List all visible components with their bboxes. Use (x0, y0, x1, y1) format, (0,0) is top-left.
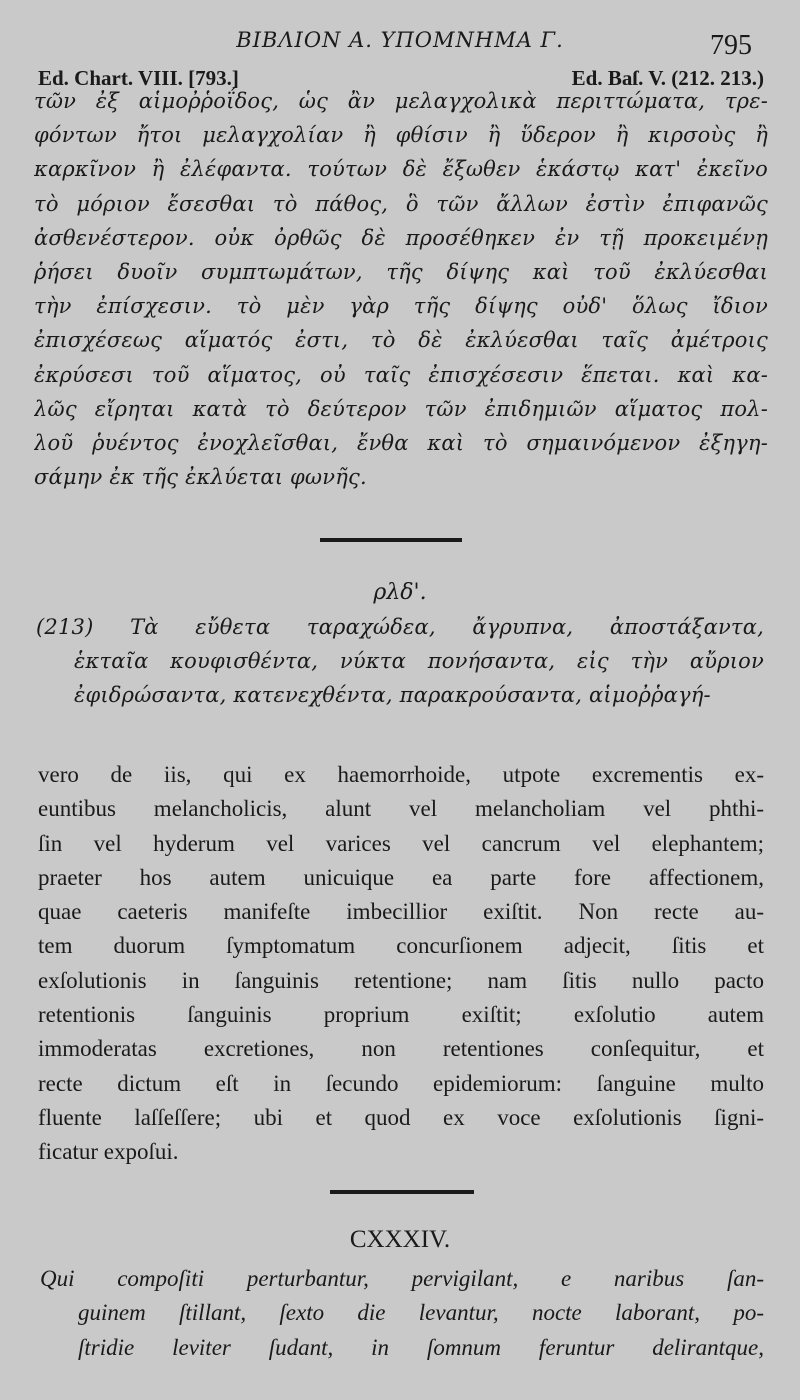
greek-line: ἐφιδρώσαντα, κατενεχθέντα, παρακρούσαντα, αἱμοῤῥαγή- (74, 683, 711, 708)
greek-line: καρκῖνον ἢ ἐλέφαντα. τούτων δὲ ἔξωθεν ἑκάστῳ κατ' ἐκεῖνο (34, 157, 768, 182)
page-number: 795 (710, 30, 752, 61)
section-divider (320, 538, 462, 542)
latin-line: praeter hos autem unicuique ea parte fore affectionem, (38, 864, 764, 890)
latin-line: Qui compoſiti perturbantur, pervigilant, e naribus ſan- (40, 1266, 764, 1291)
section-divider (330, 1190, 474, 1194)
edition-basel-reference: Ed. Baſ. V. (212. 213.) (571, 66, 764, 90)
greek-line: ἀσθενέστερον. οὐκ ὀρθῶς δὲ προσέθηκεν ἐν τῇ προκειμένῃ (34, 225, 768, 250)
greek-line: τὸ μόριον ἔσεσθαι τὸ πάθος, ὃ τῶν ἄλλων ἐστὶν ἐπιφανῶς (34, 191, 768, 216)
greek-line: φόντων ἤτοι μελαγχολίαν ἢ φθίσιν ἢ ὕδερον ἢ κιρσοὺς ἢ (34, 123, 768, 148)
latin-paragraph-1 (38, 758, 764, 1170)
greek-line: (213) Τὰ εὔθετα ταραχώδεα, ἄγρυπνα, ἀποστάξαντα, (36, 615, 764, 639)
latin-line: guinem ſtillant, ſexto die levantur, nocte laborant, po- (78, 1300, 764, 1326)
latin-line: ſin vel hyderum vel varices vel cancrum vel elephantem; (38, 830, 764, 856)
edition-chart-reference: Ed. Chart. VIII. [793.] (38, 66, 239, 90)
latin-line: immoderatas excretiones, non retentiones conſequitur, et (38, 1036, 764, 1062)
latin-line: retentionis ſanguinis proprium exiſtit; exſolutio autem (38, 1002, 764, 1028)
latin-line: euntibus melancholicis, alunt vel melancholiam vel phthi- (38, 796, 764, 822)
latin-line: exſolutionis in ſanguinis retentione; nam ſitis nullo pacto (38, 967, 764, 993)
greek-paragraph-2 (36, 610, 764, 713)
greek-line: σάμην ἐκ τῆς ἐκλύεται φωνῆς. (34, 465, 367, 490)
latin-paragraph-2 (40, 1262, 764, 1365)
greek-line: λῶς εἴρηται κατὰ τὸ δεύτερον τῶν ἐπιδημιῶν αἵματος πολ- (34, 396, 768, 421)
greek-line: ῥήσει δυοῖν συμπτωμάτων, τῆς δίψης καὶ τοῦ ἐκλύεσθαι (34, 259, 768, 284)
latin-line: ficatur expoſui. (38, 1139, 179, 1165)
latin-line: recte dictum eſt in ſecundo epidemiorum: ſanguine multo (38, 1070, 764, 1096)
greek-line: τὴν ἐπίσχεσιν. τὸ μὲν γὰρ τῆς δίψης οὐδ' ὅλως ἴδιον (34, 294, 768, 319)
latin-line: vero de iis, qui ex haemorrhoide, utpote excrementis ex- (38, 762, 764, 787)
latin-line: tem duorum ſymptomatum concurſionem adjecit, ſitis et (38, 933, 764, 959)
greek-line: ἐπισχέσεως αἵματός ἐστι, τὸ δὲ ἐκλύεσθαι ταῖς ἀμέτροις (34, 328, 768, 353)
greek-line: τῶν ἐξ αἱμοῤῥοΐδος, ὡς ἂν μελαγχολικὰ περιττώματα, τρε- (34, 89, 768, 113)
greek-section-number: ρλδ'. (373, 580, 427, 605)
latin-line: quae caeteris manifeſte imbecillior exiſtit. Non recte au- (38, 899, 764, 925)
latin-line: ſtridie leviter ſudant, in ſomnum feruntur delirantque, (78, 1334, 764, 1360)
latin-section-number: CXXXIV. (349, 1226, 451, 1253)
latin-line: fluente laſſeſſere; ubi et quod ex voce exſolutionis ſigni- (38, 1104, 764, 1130)
greek-paragraph-1 (34, 84, 768, 494)
running-title: ΒΙΒΛΙΟΝ Α. ΥΠΟΜΝΗΜΑ Γ. (236, 28, 564, 52)
greek-line: ἑκταῖα κουφισθέντα, νύκτα πονήσαντα, εἰς τὴν αὔριον (74, 649, 764, 674)
greek-line: λοῦ ῥυέντος ἐνοχλεῖσθαι, ἔνθα καὶ τὸ σημαινόμενον ἐξηγη- (34, 430, 768, 455)
greek-line: ἐκρύσεσι τοῦ αἵματος, οὐ ταῖς ἐπισχέσεσιν ἕπεται. καὶ κα- (34, 362, 768, 387)
